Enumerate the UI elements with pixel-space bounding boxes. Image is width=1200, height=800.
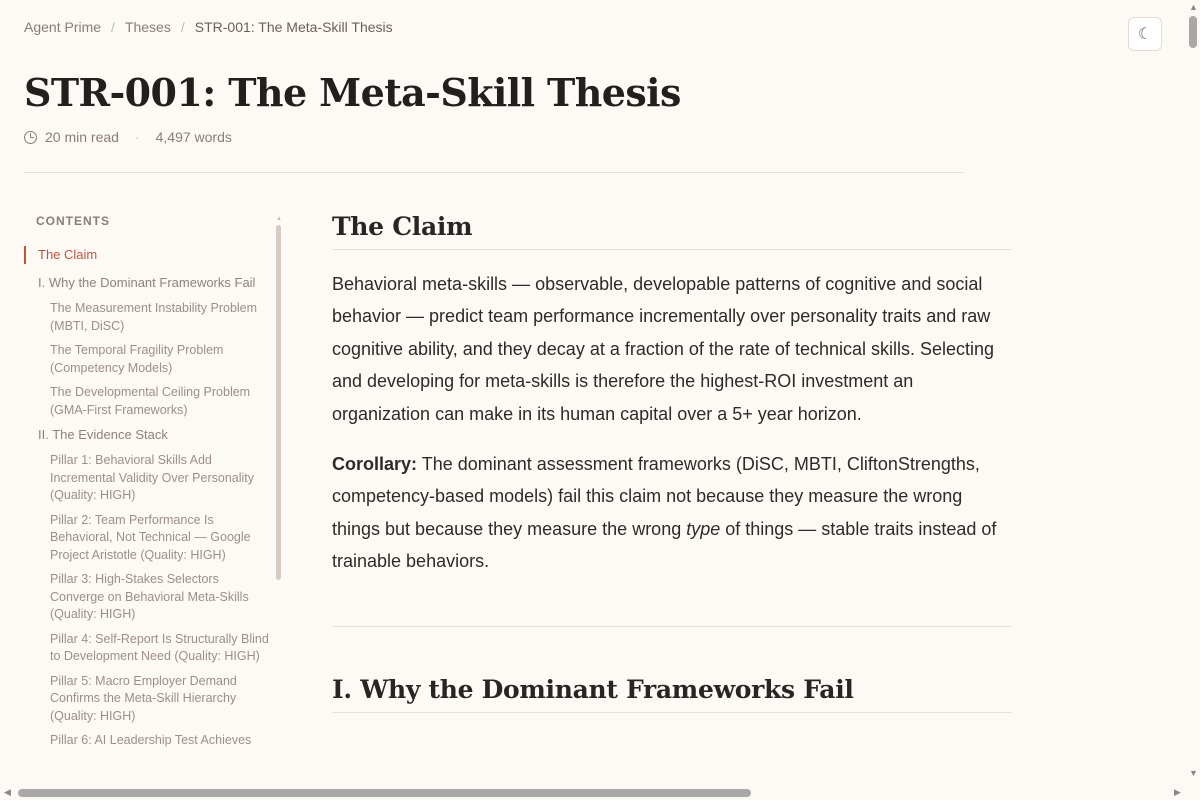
page-vertical-scrollbar[interactable]: [1186, 0, 1200, 790]
horizontal-scrollbar-thumb[interactable]: [18, 789, 751, 797]
corollary-text-end: of things — stable traits instead of trainable behaviors.: [332, 518, 997, 572]
corollary-paragraph: [332, 448, 1012, 578]
clock-icon: [24, 131, 37, 144]
article-content: [332, 212, 1012, 713]
toc-item-temporal-fragility[interactable]: The Temporal Fragility Problem (Competency Models): [50, 343, 224, 375]
read-time: 20 min read: [45, 129, 119, 145]
scroll-up-icon[interactable]: ▲: [1189, 2, 1198, 12]
word-count: 4,497 words: [155, 129, 232, 145]
article-meta: [24, 129, 232, 145]
toc-item-developmental-ceiling[interactable]: The Developmental Ceiling Problem (GMA-First Frameworks): [50, 385, 251, 417]
page-title: STR-001: The Meta-Skill Thesis: [24, 70, 681, 115]
toc-scrollbar-thumb[interactable]: [276, 225, 281, 580]
scroll-left-icon[interactable]: ◀: [4, 787, 11, 797]
toc-item-pillar-4[interactable]: Pillar 4: Self-Report Is Structurally Blind to Development Need (Quality: HIGH): [50, 631, 269, 663]
meta-separator: ·: [134, 129, 140, 145]
toc-item-pillar-5[interactable]: Pillar 5: Macro Employer Demand Confirms the Meta-Skill Hierarchy (Quality: HIGH): [50, 673, 237, 723]
section-divider: [332, 626, 1012, 627]
breadcrumb-separator: /: [180, 19, 185, 35]
breadcrumb-link-agent-prime[interactable]: Agent Prime: [24, 19, 102, 35]
toc-item-why-frameworks-fail[interactable]: I. Why the Dominant Frameworks Fail: [38, 275, 256, 290]
breadcrumb-current: STR-001: The Meta-Skill Thesis: [194, 19, 393, 35]
corollary-emphasis: type: [686, 518, 721, 539]
scroll-right-icon[interactable]: ▶: [1174, 787, 1181, 797]
claim-paragraph: Behavioral meta-skills — observable, developable patterns of cognitive and social behavior — predict team performance incrementally over personality traits and raw cognitive ability, and they decay at a fraction of the rate of technical skills. Selecting and developing for meta-skills is therefore the highest-ROI investment an organization can make in its human capital over a 5+ year horizon.: [332, 274, 995, 424]
scroll-down-icon[interactable]: ▼: [1189, 768, 1198, 778]
toc-item-pillar-1[interactable]: Pillar 1: Behavioral Skills Add Incremental Validity Over Personality (Quality: HIGH): [50, 453, 255, 502]
breadcrumb-link-theses[interactable]: Theses: [124, 19, 171, 35]
toc-item-the-claim[interactable]: The Claim: [24, 246, 269, 264]
moon-icon: ☾: [1137, 26, 1153, 43]
breadcrumb: [24, 19, 393, 35]
toc-scrollbar[interactable]: [274, 218, 282, 793]
toc-item-pillar-2[interactable]: Pillar 2: Team Performance Is Behavioral, Not Technical — Google Project Aristotle (Quality: HIGH): [50, 512, 251, 562]
vertical-scrollbar-thumb[interactable]: [1189, 16, 1197, 48]
theme-toggle-button[interactable]: [1128, 17, 1162, 51]
header-divider: [24, 172, 964, 173]
toc-item-measurement-instability[interactable]: The Measurement Instability Problem (MBTI, DiSC): [50, 301, 258, 333]
corollary-label: Corollary:: [332, 454, 418, 475]
toc-item-evidence-stack[interactable]: II. The Evidence Stack: [38, 427, 168, 442]
toc-item-pillar-6[interactable]: Pillar 6: AI Leadership Test Achieves: [50, 733, 252, 747]
table-of-contents: [24, 214, 269, 789]
breadcrumb-separator: /: [111, 19, 115, 35]
toc-heading: CONTENTS: [36, 214, 110, 228]
corollary-text-start: The dominant assessment frameworks (DiSC, MBTI, CliftonStrengths, competency-based models) fail this claim not because they measure the wrong things but because they measure the wrong: [332, 454, 980, 539]
toc-item-pillar-3[interactable]: Pillar 3: High-Stakes Selectors Converge on Behavioral Meta-Skills (Quality: HIGH): [50, 572, 249, 621]
section-heading-the-claim: The Claim: [332, 212, 1012, 250]
page-horizontal-scrollbar[interactable]: [0, 786, 1186, 800]
toc-scroll-up-icon[interactable]: ▲: [276, 216, 282, 222]
section-heading-why-frameworks-fail: I. Why the Dominant Frameworks Fail: [332, 675, 1012, 713]
